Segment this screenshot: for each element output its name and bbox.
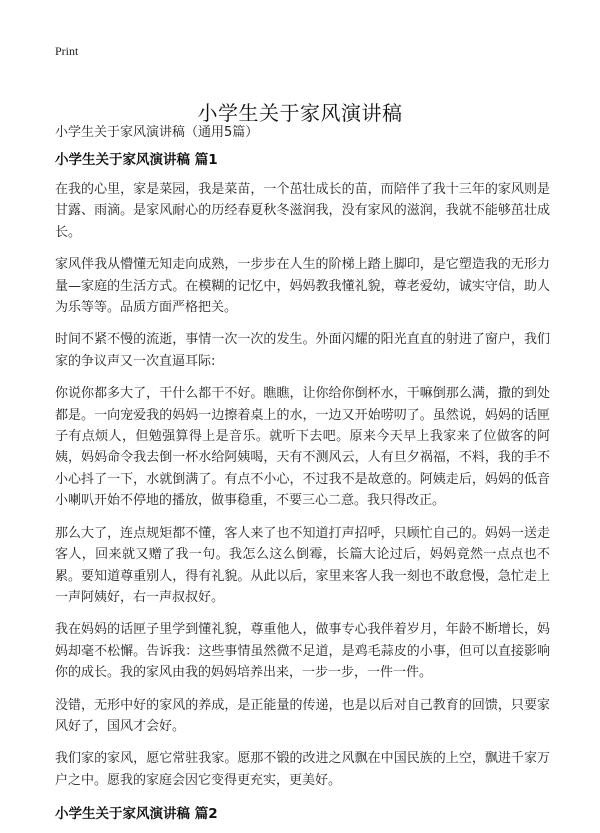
paragraph: 那么大了，连点规矩都不懂，客人来了也不知道打声招呼，只顾忙自己的。妈妈一送走客人，回来就又赠了我一句。我怎么这么倒霉，长篇大论过后，妈妈竟然一点点也不累。要知道尊重别人，得有礼貌。从此以后，家里来客人我一刻也不敢怠慢，急忙走上一声阿姨好，右一声叔叔好。 [55, 525, 550, 605]
section-heading: 小学生关于家风演讲稿 篇1 [55, 152, 218, 168]
paragraph: 没错，无形中好的家风的养成，是正能量的传递，也是以后对自己教育的回馈，只要家风好了，国风才会好。 [55, 697, 550, 734]
paragraph: 你说你都多大了，干什么都干不好。瞧瞧，让你给你倒杯水，干嘛倒那么满，撒的到处都是。一向宠爱我的妈妈一边擦着桌上的水，一边又开始唠叨了。虽然说，妈妈的话匣子有点烦人，但勉强算得上是音乐。就听下去吧。原来今天早上我家来了位做客的阿姨，妈妈命令我去倒一杯水给阿姨喝，天有不测风云，人有旦夕祸福，不料，我的手不小心抖了一下，水就倒满了。有点不小心，不过我不是故意的。阿姨走后，妈妈的低音小喇叭开始不停地的播放，做事稳重，不要三心二意。我只得改正。 [55, 386, 550, 509]
document-body [55, 148, 550, 833]
paragraph: 我在妈妈的话匣子里学到懂礼貌，尊重他人，做事专心我伴着岁月，年龄不断增长，妈妈却毫不松懈。告诉我：这些事情虽然微不足道，是鸡毛蒜皮的小事，但可以直接影响你的成长。我的家风由我的妈妈培养出来，一步一步，一件一件。 [55, 622, 550, 681]
section-heading: 小学生关于家风演讲稿 篇2 [55, 806, 218, 823]
document-subtitle: 小学生关于家风演讲稿（通用5篇） [55, 125, 259, 140]
paragraph: 时间不紧不慢的流逝，事情一次一次的发生。外面闪耀的阳光直直的射进了窗户，我们家的争议声又一次直逼耳际: [55, 332, 550, 369]
section-1 [55, 148, 550, 791]
paragraph: 我们家的家风，愿它常驻我家。愿那不锻的改进之风飘在中国民族的上空，飘进千家万户之中。愿我的家庭会因它变得更充实，更美好。 [55, 751, 550, 788]
print-link[interactable]: Print [55, 44, 79, 58]
page-title: 小学生关于家风演讲稿 [197, 101, 403, 126]
paragraph: 家风伴我从懵懂无知走向成熟，一步步在人生的阶梯上踏上脚印，是它塑造我的无形力量—家庭的生活方式。在模糊的记忆中，妈妈教我懂礼貌，尊老爱幼，诚实守信，助人为乐等等。品质方面严格把关。 [55, 257, 550, 316]
section-2 [55, 802, 550, 822]
paragraph: 在我的心里，家是菜园，我是菜苗，一个茁壮成长的苗，而陪伴了我十三年的家风则是甘露、雨滴。是家风耐心的历经春夏秋冬滋润我，没有家风的滋润，我就不能够茁壮成长。 [55, 182, 550, 240]
